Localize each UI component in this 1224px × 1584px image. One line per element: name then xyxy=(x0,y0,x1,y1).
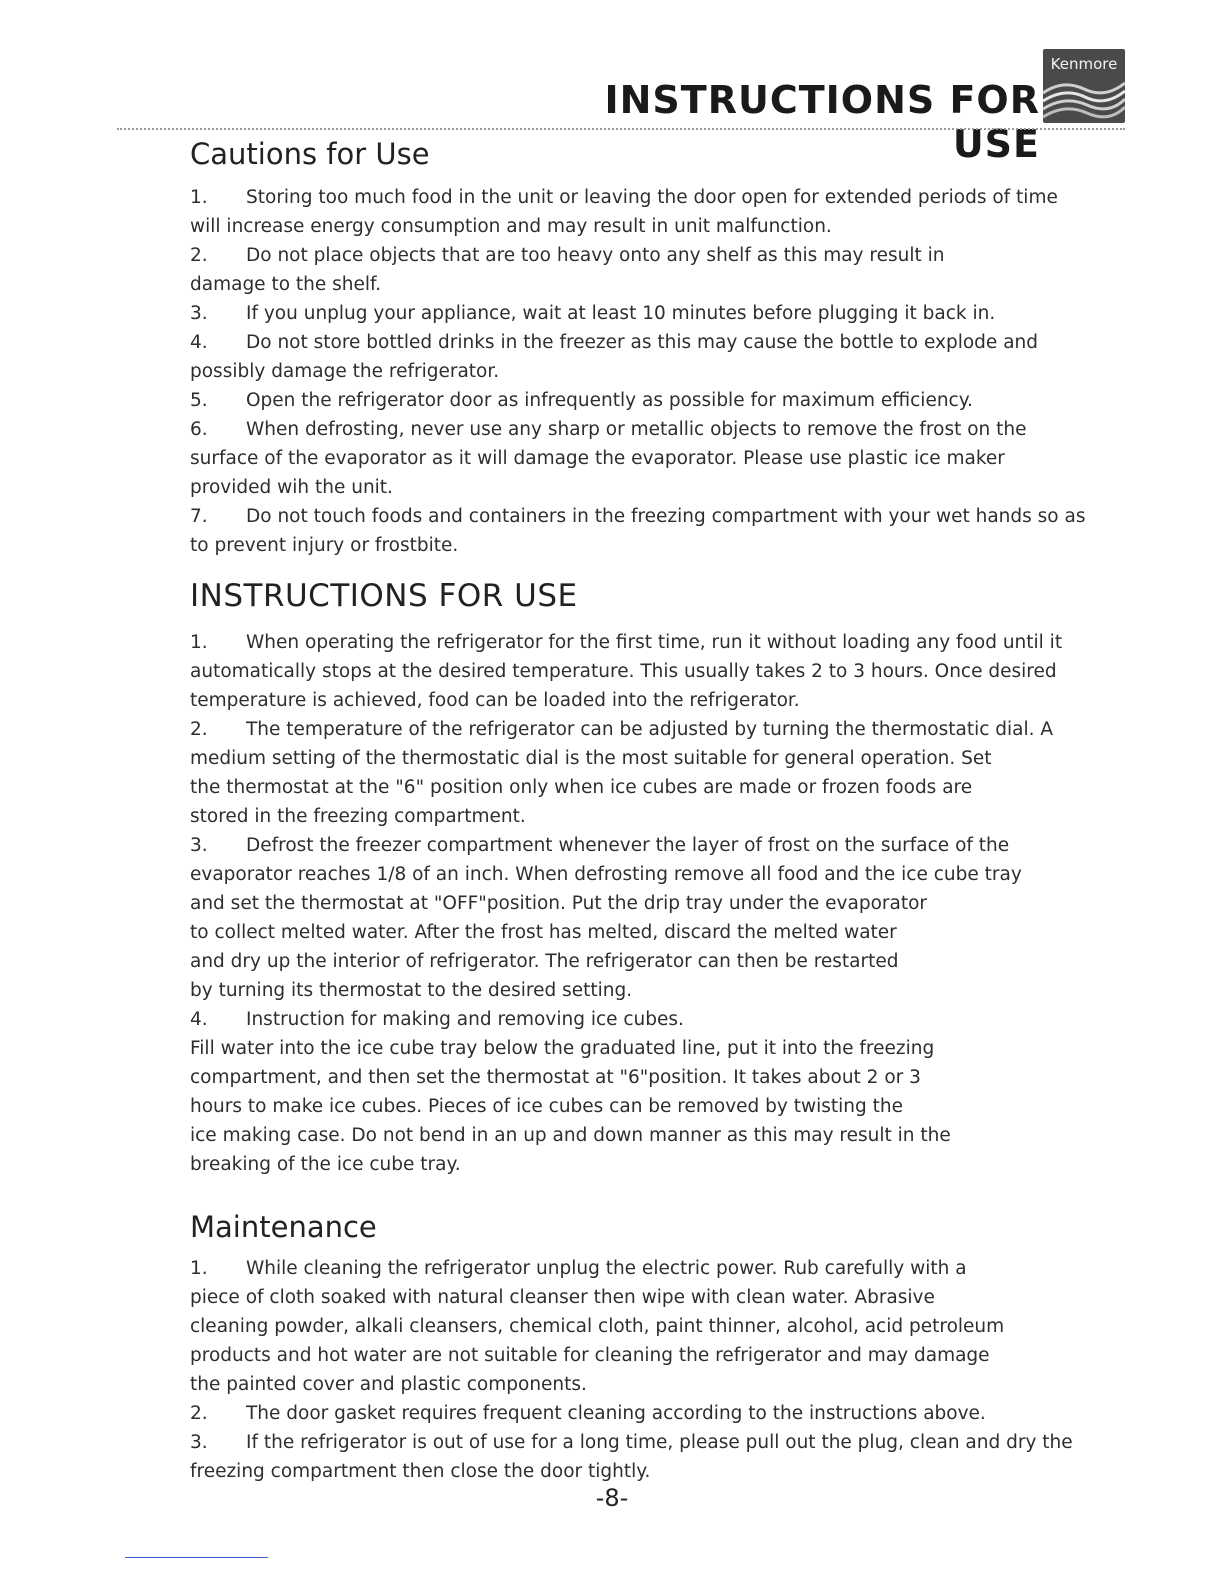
instruction-item: 1. When operating the refrigerator for the first time, run it without loading any food until it automatically stops at the desired temperature. This usually takes 2 to 3 hours. Once desired temperature is achieved, food can be loaded into the refrigerator. xyxy=(190,632,1063,711)
brand-logo xyxy=(1043,49,1125,123)
maintenance-heading: Maintenance xyxy=(190,1210,377,1244)
caution-item: 7. Do not touch foods and containers in the freezing compartment with your wet hands so as to prevent injury or frostbite. xyxy=(190,506,1086,556)
instructions-section xyxy=(190,578,1130,1179)
maintenance-section xyxy=(190,1210,1130,1486)
instructions-heading: INSTRUCTIONS FOR USE xyxy=(190,578,578,614)
maintenance-item: 1. While cleaning the refrigerator unplug the electric power. Rub carefully with a piece of cloth soaked with natural cleanser then wipe with clean water. Abrasive cleaning powder, alkali cleansers, chemical cloth, paint thinner, alcohol, acid petroleum products and hot water are not suitable for cleaning the refrigerator and may damage the painted cover and plastic components. xyxy=(190,1258,1005,1395)
brand-name: Kenmore xyxy=(1050,55,1118,73)
page-header-title: INSTRUCTIONS FOR USE xyxy=(604,78,1040,166)
page-number: -8- xyxy=(595,1484,629,1512)
caution-item: 5. Open the refrigerator door as infrequently as possible for maximum efficiency. xyxy=(190,390,973,411)
caution-item: 2. Do not place objects that are too heavy onto any shelf as this may result in damage to the shelf. xyxy=(190,245,945,295)
instruction-item: 2. The temperature of the refrigerator can be adjusted by turning the thermostatic dial. A medium setting of the thermostatic dial is the most suitable for general operation. Set the thermostat at the "6" position only when ice cubes are made or frozen foods are stored in the freezing compartment. xyxy=(190,719,1054,827)
instruction-item: 4. Instruction for making and removing ice cubes. xyxy=(190,1009,684,1030)
caution-item: 1. Storing too much food in the unit or leaving the door open for extended periods of time will increase energy consumption and may result in unit malfunction. xyxy=(190,187,1058,237)
caution-item: 6. When defrosting, never use any sharp or metallic objects to remove the frost on the surface of the evaporator as it will damage the evaporator. Please use plastic ice maker provided wih the unit. xyxy=(190,419,1027,498)
cautions-section xyxy=(190,137,1130,560)
caution-item: 4. Do not store bottled drinks in the freezer as this may cause the bottle to explode and possibly damage the refrigerator. xyxy=(190,332,1038,382)
maintenance-item: 3. If the refrigerator is out of use for a long time, please pull out the plug, clean and dry the freezing compartment then close the door tightly. xyxy=(190,1432,1073,1482)
maintenance-item: 2. The door gasket requires frequent cleaning according to the instructions above. xyxy=(190,1403,986,1424)
ice-cube-paragraph: Fill water into the ice cube tray below the graduated line, put it into the freezing compartment, and then set the thermostat at "6"position. It takes about 2 or 3 hours to make ice cubes. Pieces of ice cubes can be removed by twisting the ice making case. Do not bend in an up and down manner as this may result in the breaking of the ice cube tray. xyxy=(190,1038,951,1175)
footer-divider xyxy=(125,1557,268,1558)
instruction-item: 3. Defrost the freezer compartment whenever the layer of frost on the surface of the evaporator reaches 1/8 of an inch. When defrosting remove all food and the ice cube tray and set the thermostat at "OFF"position. Put the drip tray under the evaporator to collect melted water. After the frost has melted, discard the melted water and dry up the interior of refrigerator. The refrigerator can then be restarted by turning its thermostat to the desired setting. xyxy=(190,835,1022,1001)
cautions-heading: Cautions for Use xyxy=(190,137,430,171)
caution-item: 3. If you unplug your appliance, wait at least 10 minutes before plugging it back in. xyxy=(190,303,996,324)
header-divider xyxy=(117,128,1125,130)
